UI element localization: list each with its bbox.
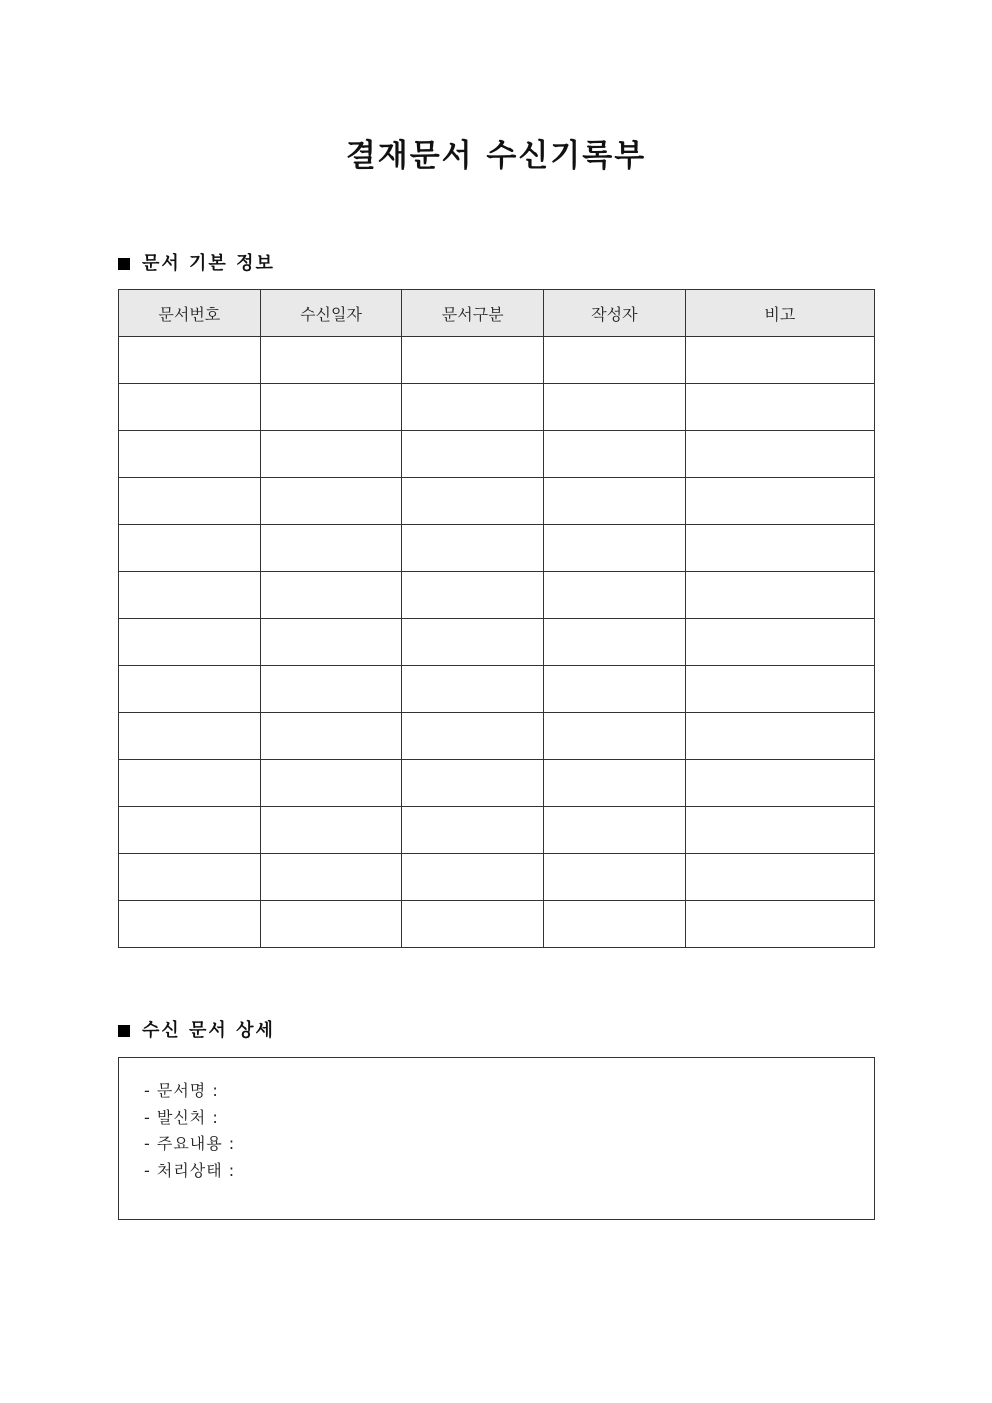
table-cell-remarks[interactable] bbox=[685, 760, 874, 807]
table-cell-received-date[interactable] bbox=[260, 337, 402, 384]
table-cell-doc-number[interactable] bbox=[119, 713, 261, 760]
table-row bbox=[119, 807, 875, 854]
table-cell-doc-type[interactable] bbox=[402, 854, 544, 901]
table-cell-doc-type[interactable] bbox=[402, 760, 544, 807]
table-cell-author[interactable] bbox=[544, 666, 686, 713]
detail-item-doc-name: - 문서명 : bbox=[144, 1081, 219, 1100]
table-cell-received-date[interactable] bbox=[260, 525, 402, 572]
table-header-row bbox=[119, 290, 875, 337]
table-cell-remarks[interactable] bbox=[685, 572, 874, 619]
section-heading-basic-info bbox=[118, 252, 275, 276]
table-cell-remarks[interactable] bbox=[685, 901, 874, 948]
column-header-author: 작성자 bbox=[544, 290, 686, 337]
table-cell-doc-number[interactable] bbox=[119, 525, 261, 572]
section-heading-detail bbox=[118, 1019, 275, 1043]
table-cell-remarks[interactable] bbox=[685, 478, 874, 525]
table-cell-doc-number[interactable] bbox=[119, 901, 261, 948]
table-cell-remarks[interactable] bbox=[685, 807, 874, 854]
table-cell-doc-type[interactable] bbox=[402, 619, 544, 666]
table-cell-doc-type[interactable] bbox=[402, 384, 544, 431]
table-cell-doc-number[interactable] bbox=[119, 337, 261, 384]
table-cell-author[interactable] bbox=[544, 807, 686, 854]
table-row bbox=[119, 572, 875, 619]
table-row bbox=[119, 760, 875, 807]
detail-box bbox=[118, 1057, 875, 1220]
square-bullet-icon bbox=[118, 258, 130, 270]
table-cell-remarks[interactable] bbox=[685, 384, 874, 431]
table-cell-author[interactable] bbox=[544, 901, 686, 948]
column-header-remarks: 비고 bbox=[685, 290, 874, 337]
table-cell-doc-type[interactable] bbox=[402, 572, 544, 619]
section-heading-label: 수신 문서 상세 bbox=[142, 1020, 275, 1041]
table-cell-author[interactable] bbox=[544, 384, 686, 431]
table-row bbox=[119, 337, 875, 384]
table-cell-received-date[interactable] bbox=[260, 807, 402, 854]
table-cell-remarks[interactable] bbox=[685, 666, 874, 713]
table-cell-remarks[interactable] bbox=[685, 854, 874, 901]
table-cell-doc-type[interactable] bbox=[402, 901, 544, 948]
detail-item-status: - 처리상태 : bbox=[144, 1160, 236, 1180]
table-cell-doc-number[interactable] bbox=[119, 854, 261, 901]
detail-list bbox=[119, 1058, 874, 1184]
table-cell-author[interactable] bbox=[544, 619, 686, 666]
detail-item-main-content: - 주요내용 : bbox=[144, 1134, 236, 1153]
table-cell-received-date[interactable] bbox=[260, 572, 402, 619]
table-cell-doc-type[interactable] bbox=[402, 478, 544, 525]
table-cell-doc-number[interactable] bbox=[119, 572, 261, 619]
table-cell-received-date[interactable] bbox=[260, 760, 402, 807]
table-cell-doc-type[interactable] bbox=[402, 713, 544, 760]
table-cell-doc-type[interactable] bbox=[402, 431, 544, 478]
table-cell-doc-number[interactable] bbox=[119, 478, 261, 525]
table-cell-received-date[interactable] bbox=[260, 619, 402, 666]
table-cell-doc-type[interactable] bbox=[402, 337, 544, 384]
record-table bbox=[118, 289, 875, 948]
table-row bbox=[119, 384, 875, 431]
table-row bbox=[119, 619, 875, 666]
table-cell-received-date[interactable] bbox=[260, 901, 402, 948]
table-cell-doc-number[interactable] bbox=[119, 384, 261, 431]
table-cell-author[interactable] bbox=[544, 431, 686, 478]
table-cell-received-date[interactable] bbox=[260, 713, 402, 760]
table-cell-doc-type[interactable] bbox=[402, 525, 544, 572]
table-body bbox=[119, 337, 875, 948]
table-cell-doc-type[interactable] bbox=[402, 807, 544, 854]
table-row bbox=[119, 901, 875, 948]
table-cell-received-date[interactable] bbox=[260, 478, 402, 525]
table-cell-remarks[interactable] bbox=[685, 713, 874, 760]
table-row bbox=[119, 478, 875, 525]
table-row bbox=[119, 666, 875, 713]
table-cell-received-date[interactable] bbox=[260, 384, 402, 431]
column-header-doc-number: 문서번호 bbox=[119, 290, 261, 337]
table-cell-doc-type[interactable] bbox=[402, 666, 544, 713]
table-cell-author[interactable] bbox=[544, 478, 686, 525]
section-heading-label: 문서 기본 정보 bbox=[142, 253, 275, 274]
table-cell-doc-number[interactable] bbox=[119, 619, 261, 666]
table-cell-author[interactable] bbox=[544, 337, 686, 384]
table-cell-doc-number[interactable] bbox=[119, 666, 261, 713]
table-cell-received-date[interactable] bbox=[260, 854, 402, 901]
table-cell-doc-number[interactable] bbox=[119, 760, 261, 807]
detail-item-sender: - 발신처 : bbox=[144, 1107, 219, 1127]
document-title: 결재문서 수신기록부 bbox=[345, 138, 647, 174]
table-cell-remarks[interactable] bbox=[685, 619, 874, 666]
table-cell-author[interactable] bbox=[544, 854, 686, 901]
table-cell-remarks[interactable] bbox=[685, 431, 874, 478]
table-row bbox=[119, 525, 875, 572]
table-cell-author[interactable] bbox=[544, 760, 686, 807]
table-row bbox=[119, 854, 875, 901]
table-cell-remarks[interactable] bbox=[685, 525, 874, 572]
table-row bbox=[119, 713, 875, 760]
table-cell-doc-number[interactable] bbox=[119, 431, 261, 478]
column-header-doc-type: 문서구분 bbox=[402, 290, 544, 337]
table-cell-author[interactable] bbox=[544, 713, 686, 760]
table-cell-received-date[interactable] bbox=[260, 666, 402, 713]
table-cell-received-date[interactable] bbox=[260, 431, 402, 478]
table-cell-remarks[interactable] bbox=[685, 337, 874, 384]
table-row bbox=[119, 431, 875, 478]
square-bullet-icon bbox=[118, 1025, 130, 1037]
column-header-received-date: 수신일자 bbox=[260, 290, 402, 337]
table-cell-author[interactable] bbox=[544, 572, 686, 619]
table-cell-author[interactable] bbox=[544, 525, 686, 572]
table-cell-doc-number[interactable] bbox=[119, 807, 261, 854]
